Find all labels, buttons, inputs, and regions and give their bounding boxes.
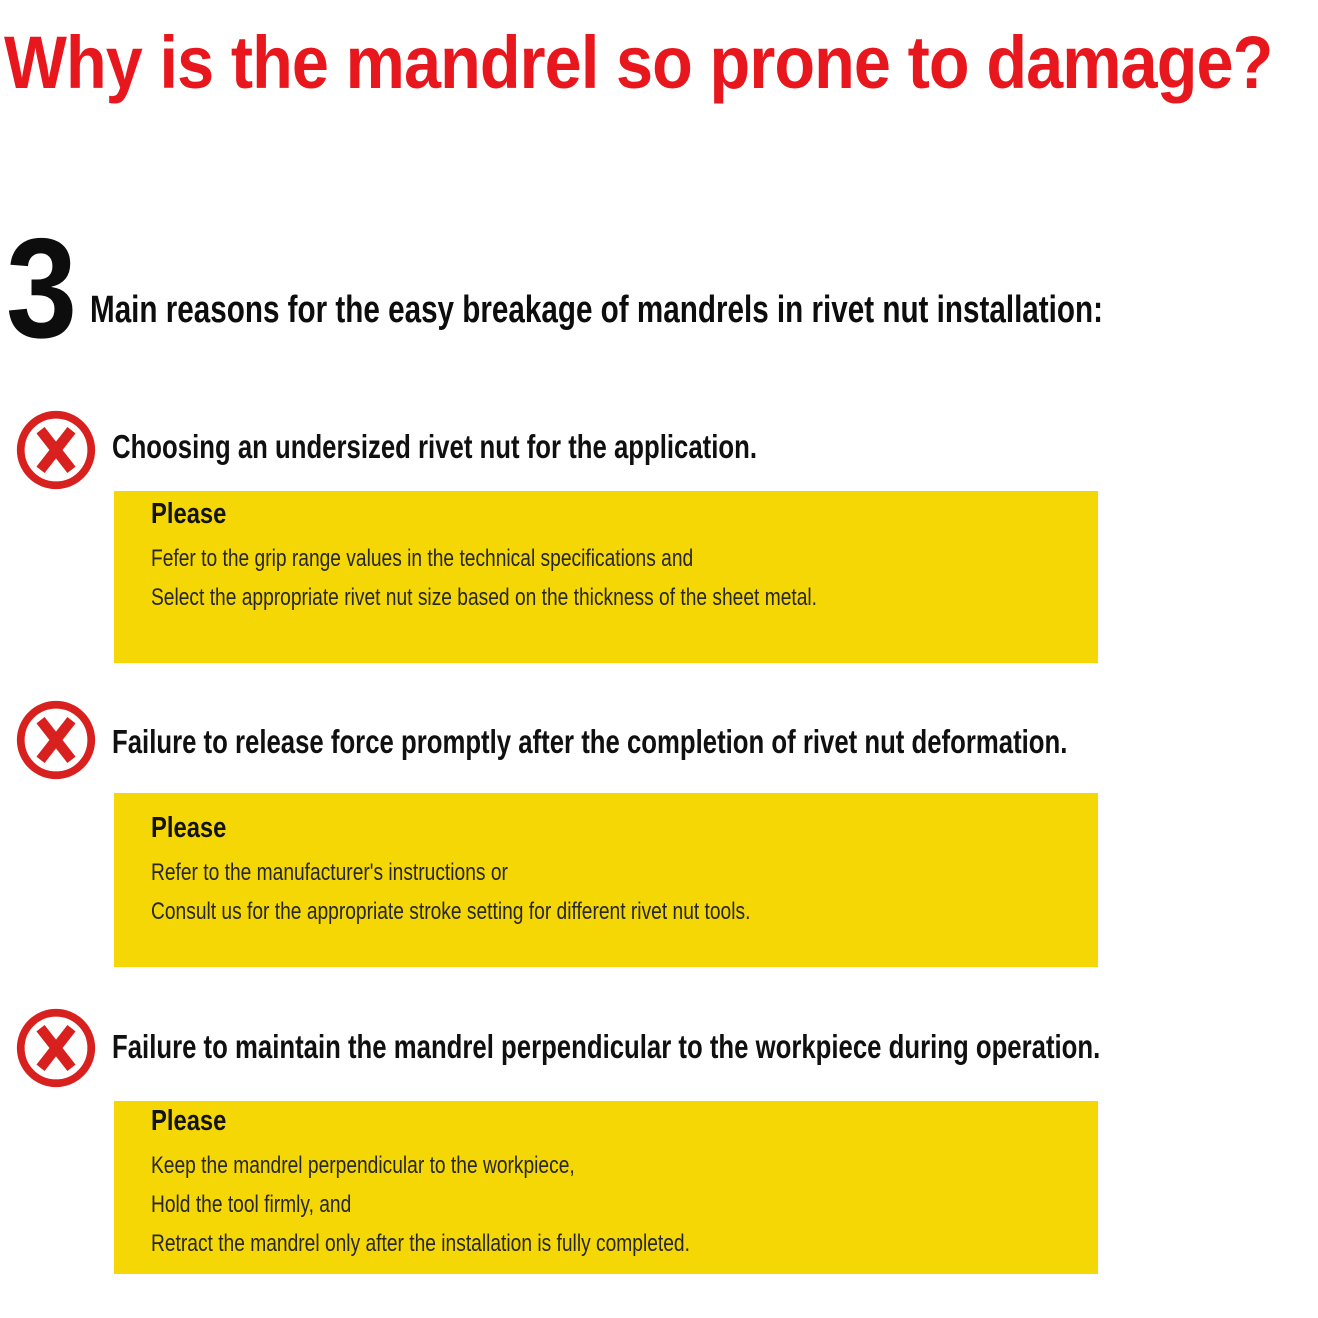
reason-heading: Failure to maintain the mandrel perpendicular to the workpiece during operation. (112, 1028, 1101, 1065)
advice-line: Fefer to the grip range values in the technical specifications and (151, 545, 694, 572)
advice-label: Please (151, 1105, 227, 1137)
advice-line: Hold the tool firmly, and (151, 1191, 352, 1218)
reason-heading: Failure to release force promptly after the completion of rivet nut deformation. (112, 723, 1068, 760)
advice-line: Refer to the manufacturer's instructions or (151, 859, 508, 886)
advice-label: Please (151, 498, 227, 530)
cross-circle-icon (13, 407, 99, 493)
advice-box (114, 491, 1098, 663)
advice-box (114, 793, 1098, 967)
reason-count: 3 (6, 209, 78, 368)
advice-line: Select the appropriate rivet nut size based on the thickness of the sheet metal. (151, 584, 817, 611)
page-title: Why is the mandrel so prone to damage? (4, 21, 1273, 104)
advice-line: Keep the mandrel perpendicular to the workpiece, (151, 1152, 575, 1179)
advice-label: Please (151, 812, 227, 844)
cross-circle-icon (13, 697, 99, 783)
advice-line: Consult us for the appropriate stroke setting for different rivet nut tools. (151, 898, 751, 925)
advice-line: Retract the mandrel only after the installation is fully completed. (151, 1230, 690, 1257)
advice-box (114, 1101, 1098, 1274)
cross-circle-icon (13, 1005, 99, 1091)
reason-heading: Choosing an undersized rivet nut for the application. (112, 428, 757, 465)
subtitle: Main reasons for the easy breakage of mandrels in rivet nut installation: (90, 289, 1103, 331)
